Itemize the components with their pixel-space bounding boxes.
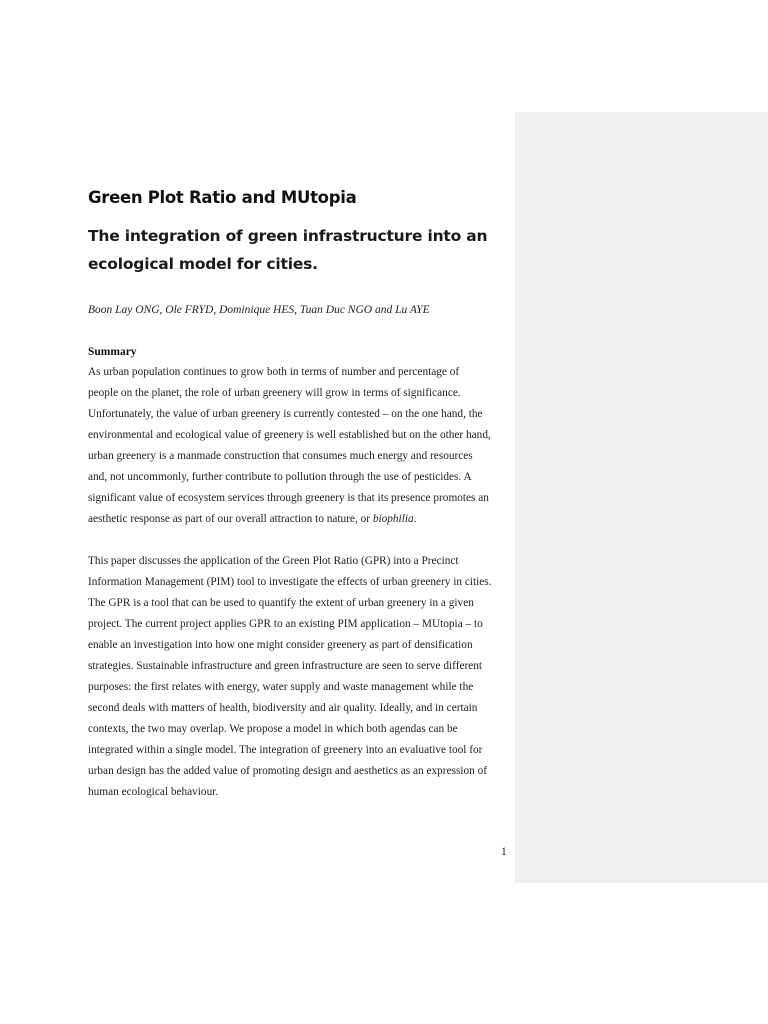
paragraph-italic-term: biophilia [372, 513, 414, 525]
document-subtitle: The integration of green infrastructure into an ecological model for cities. [88, 227, 488, 273]
summary-paragraph-2: This paper discusses the application of the Green Plot Ratio (GPR) into a Precinct Information Management (PIM) tool to investigate the effects of urban greenery in cities. The GPR is a tool that can be used to quantify the extent of urban greenery in a given project. The current project applies GPR to an existing PIM application – MUtopia – to enable an investigation into how one might consider greenery as part of densification strategies. Sustainable infrastructure and green infrastructure are seen to serve different purposes: the first relates with energy, water supply and waste management while the second deals with matters of health, biodiversity and air quality. Ideally, and in certain contexts, the two may overlap. We propose a model in which both agendas can be integrated within a single model. The integration of greenery into an evaluative tool for urban design has the added value of promoting design and aesthetics as an expression of human ecological behaviour. [88, 555, 492, 798]
summary-heading: Summary [88, 346, 137, 358]
summary-paragraph-1 [88, 362, 492, 530]
paragraph-text: As urban population continues to grow both in terms of number and percentage of people on the planet, the role of urban greenery will grow in terms of significance. Unfortunately, the value of urban greenery is currently contested – on the one hand, the environmental and ecological value of greenery is well established but on the other hand, urban greenery is a manmade construction that consumes much energy and resources and, not uncommonly, further contribute to pollution through the use of pesticides. A significant value of ecosystem services through greenery is that its presence promotes an aesthetic response as part of our overall attraction to nature, or [88, 366, 491, 525]
comment-margin-pane [515, 112, 768, 883]
paragraph-end: . [413, 513, 417, 525]
author-list: Boon Lay ONG, Ole FRYD, Dominique HES, Tuan Duc NGO and Lu AYE [88, 304, 430, 316]
document-title: Green Plot Ratio and MUtopia [88, 188, 357, 207]
document-body [88, 184, 492, 803]
page-number: 1 [501, 846, 507, 858]
